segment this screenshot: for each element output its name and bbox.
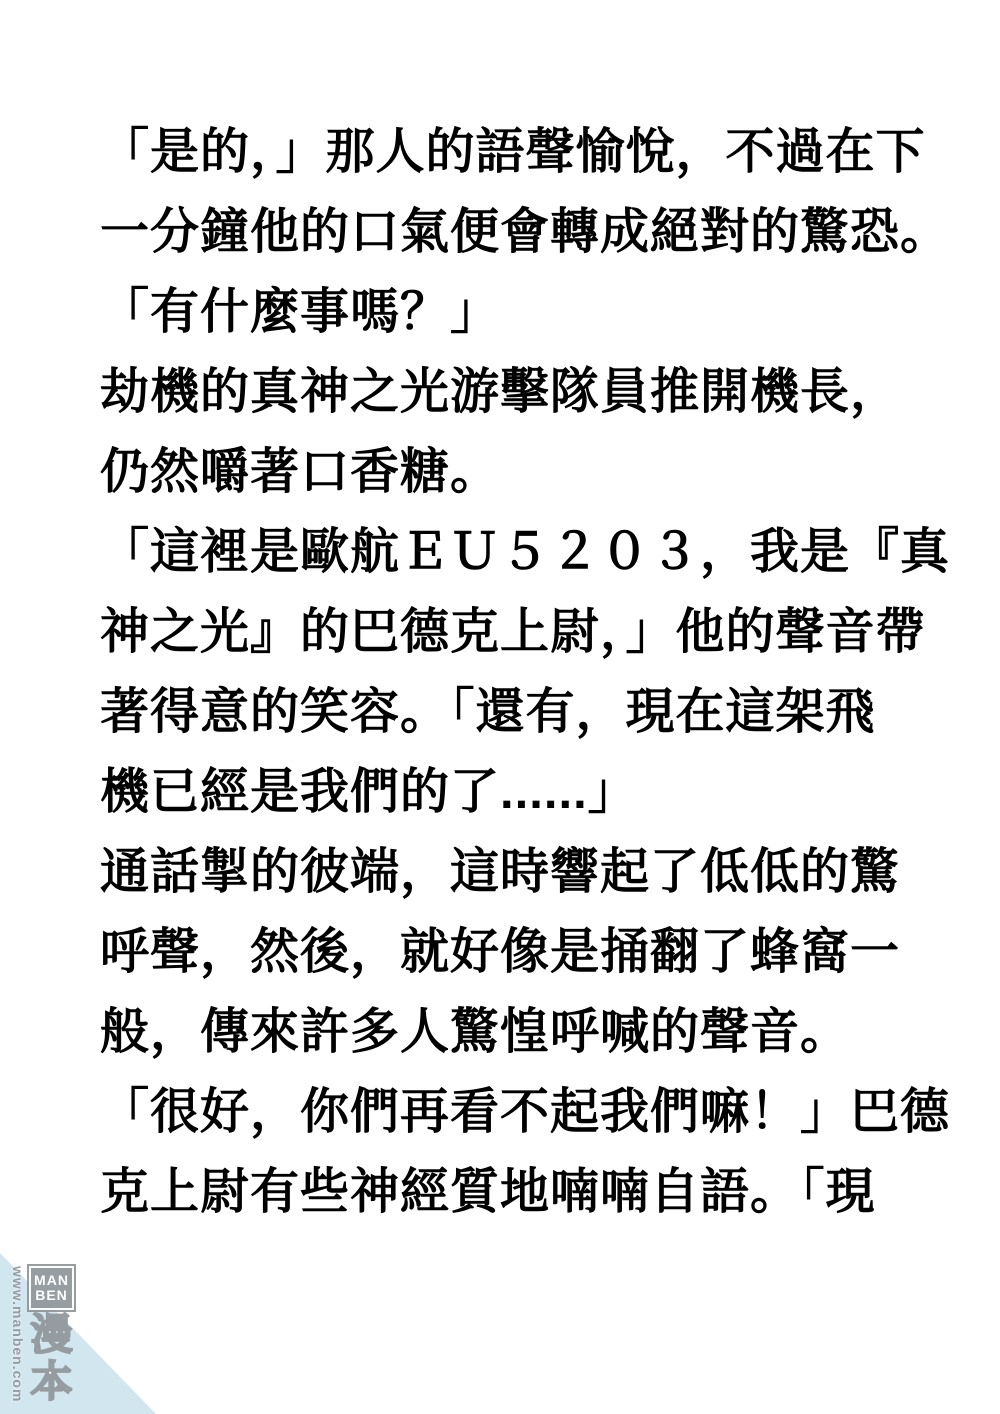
manben-logo-icon <box>29 1266 74 1310</box>
text-line: 呼聲，然後，就好像是捅翻了蜂窩一 <box>100 925 901 979</box>
text-line: 「有什麼事嗎？」 <box>100 285 501 339</box>
novel-text-block <box>100 112 951 1232</box>
logo-text-man: MAN <box>34 1272 69 1288</box>
logo-text-ben: BEN <box>35 1287 68 1303</box>
text-line: 仍然嚼著口香糖。 <box>100 445 501 499</box>
manben-watermark <box>10 1266 74 1404</box>
watermark-char-man: 漫 <box>30 1311 73 1358</box>
text-line: 神之光』的巴德克上尉，」他的聲音帶 <box>100 605 926 659</box>
text-line: 「很好，你們再看不起我們嘛！」巴德 <box>100 1085 951 1139</box>
text-line: 劫機的真神之光游擊隊員推開機長， <box>100 365 901 419</box>
text-line: 「這裡是歐航ＥＵ５２０３，我是『真 <box>100 525 951 579</box>
text-line: 通話掣的彼端，這時響起了低低的驚 <box>100 845 901 899</box>
text-line: 「是的，」那人的語聲愉悅，不過在下 <box>100 125 926 179</box>
text-line: 般，傳來許多人驚惶呼喊的聲音。 <box>100 1005 851 1059</box>
text-line: 克上尉有些神經質地喃喃自語。「現 <box>100 1165 876 1219</box>
text-line: 著得意的笑容。「還有，現在這架飛 <box>100 685 876 739</box>
text-line: 一分鐘他的口氣便會轉成絕對的驚恐。 <box>100 205 951 259</box>
watermark-logo-column <box>29 1266 74 1404</box>
watermark-url-text: www.manben.com <box>10 1266 26 1403</box>
watermark-char-ben: 本 <box>30 1358 73 1405</box>
text-line: 機已經是我們的了......」 <box>100 765 638 819</box>
